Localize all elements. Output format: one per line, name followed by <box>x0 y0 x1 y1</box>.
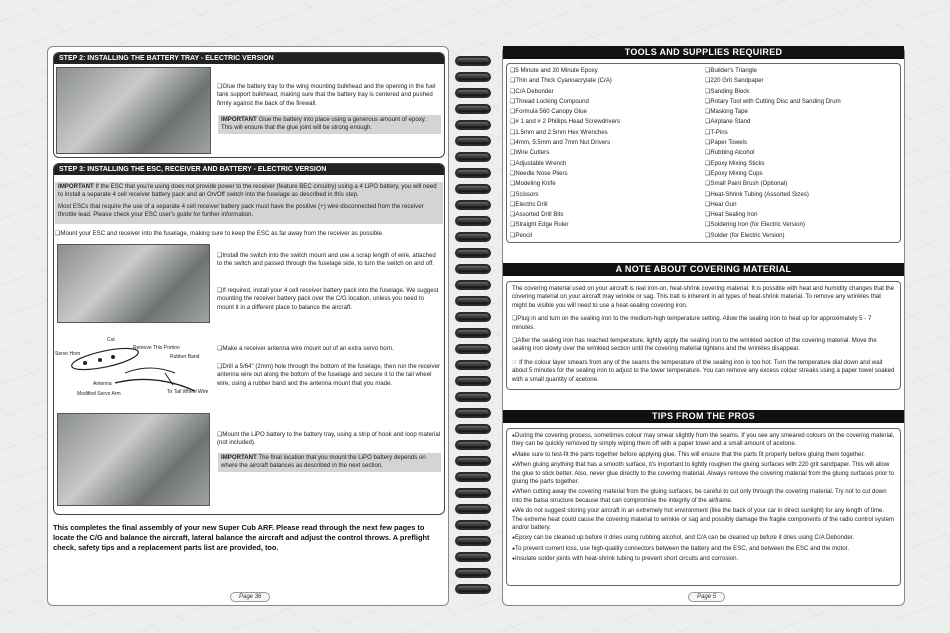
tool-item: ❑ Sanding Block <box>705 87 901 97</box>
tool-item: ❑ Epoxy Mixing Sticks <box>705 159 901 169</box>
step3-antenna-text: ❑ Make a receiver antenna wire mount out of an extra servo horn. <box>217 345 441 353</box>
tool-item: ❑ Rotary Tool with Cutting Disc and Sanding Drum <box>705 97 901 107</box>
tool-item: ❑ Builder's Triangle <box>705 66 901 76</box>
tip-item: ● Epoxy can be cleaned up before it dries using rubbing alcohol, and C/A can be cleaned up before it dries using C/A Debonder. <box>512 534 895 542</box>
left-page-number: Page 36 <box>230 592 270 602</box>
step3-important2: IMPORTANT The final location that you mount the LiPO battery depends on where the aircraft balances as described in the next section. <box>218 453 441 472</box>
step2-text: ❑ Glue the battery tray to the wing mounting bulkhead and the opening in the fuel tank support bulkhead, making sure that the battery tray is centered and pushed firmly against the back of the firewall. <box>217 83 441 108</box>
covering-header: A NOTE ABOUT COVERING MATERIAL <box>503 263 904 276</box>
step3-required-text: ❑ If required, install your 4 cell receiver battery pack into the fuselage. We suggest mounting the receiver battery pack over the C/G location, unless you need to mount it in a different place to balance the aircraft. <box>217 287 441 312</box>
tip-item: ● To prevent current loss, use high-quality connectors between the battery and the ESC, and between the ESC and the motor. <box>512 545 895 553</box>
tool-item: ❑ Small Paint Brush (Optional) <box>705 179 901 189</box>
tip-item: ● Insulate solder joints with heat-shrink tubing to prevent short circuits and corrosion. <box>512 555 895 563</box>
covering-box <box>506 281 901 390</box>
diagram-remove-label: Remove This Portion <box>133 345 180 351</box>
tool-item: ❑ # 1 and # 2 Phillips Head Screwdrivers <box>510 117 700 127</box>
step2-important: IMPORTANT Glue the battery into place using a generous amount of epoxy. This will ensure that the glue joint will be strong enough. <box>218 115 441 134</box>
tool-item: ❑ C/A Debonder <box>510 87 700 97</box>
covering-tip: ☞ If the colour layer smears from any of the seams the temperature of the sealing iron is too hot. Turn the temperature dial down and wait about 5 minutes for the sealing iron to adjust to the lower temperature. You can remove any excess colour streaks using a paper towel soaked with a small quantity of acetone. <box>512 358 895 383</box>
tool-item: ❑ Electric Drill <box>510 200 700 210</box>
step3-lipo-text: ❑ Mount the LiPO battery to the battery tray, using a strip of hook and loop material (not included). <box>217 431 441 448</box>
step3-important: IMPORTANT If the ESC that you're using does not provide power to the receiver (feature BEC circuitry) using a 4 LiPO battery, you will need to install a separate 4 cell receiver battery pack and an On/Off switch into the fuselage as described in this step. Most ESCs that require the use of a separate 4 cell receiver battery pack must have the positive (+) wire disconnected from the receiver throttle lead. Please check your ESC user's guide for further information. <box>55 182 443 224</box>
tool-item: ❑ Paper Towels <box>705 138 901 148</box>
tool-item: ❑ Formula 560 Canopy Glue <box>510 107 700 117</box>
tool-item: ❑ Needle Nose Pliers <box>510 169 700 179</box>
tools-column-1 <box>510 66 700 241</box>
diagram-rubber-label: Rubber Band <box>170 354 200 360</box>
tool-item: ❑ T-Pins <box>705 128 901 138</box>
tip-item: ● During the covering process, sometimes colour may smear slightly from the seams. If you see any smeared colours on the covering material, they can be quickly removed by simply wiping them off with a paper towel and a small amount of acetone. <box>512 432 895 449</box>
tool-item: ❑ Adjustable Wrench <box>510 159 700 169</box>
tool-item: ❑ Masking Tape <box>705 107 901 117</box>
tool-item: ❑ Pencil <box>510 231 700 241</box>
tool-item: ❑ Thread Locking Compound <box>510 97 700 107</box>
diagram-servo-label: Servo Horn <box>55 351 81 357</box>
tool-item: ❑ Soldering Iron (for Electric Version) <box>705 220 901 230</box>
step3-switch-text: ❑ Install the switch into the switch mount and use a scrap length of wire, attached to the switch and passed through the fuselage side, to turn the switch on and off. <box>217 252 441 269</box>
tool-item: ❑ 1.5mm and 2.5mm Hex Wrenches <box>510 128 700 138</box>
tool-item: ❑ Rubbing Alcohol <box>705 148 901 158</box>
tool-item: ❑ 220 Grit Sandpaper <box>705 76 901 86</box>
tips-header: TIPS FROM THE PROS <box>503 410 904 423</box>
tool-item: ❑ 4mm, 5.5mm and 7mm Nut Drivers <box>510 138 700 148</box>
tool-item: ❑ Heat Gun <box>705 200 901 210</box>
step3-drill-text: ❑ Drill a 5/64" (2mm) hole through the bottom of the fuselage, then run the receiver antenna wire out along the bottom of the fuselage and secure it to the tail wheel wire, using a rubber band and the antenna mount that you made. <box>217 363 441 388</box>
tool-item: ❑ Solder (for Electric Version) <box>705 231 901 241</box>
tip-item: ● When gluing anything that has a smooth surface, it's important to lightly roughen the gluing surfaces with 220 grit sandpaper. This will allow the glue to stick better. Also, never glue directly to the covering material. Always remove the covering material from the gluing surfaces prior to gluing the parts together. <box>512 461 895 486</box>
covering-intro: The covering material used on your aircraft is real iron-on, heat-shrink covering material. It is possible with heat and humidity changes that the covering material on your aircraft may wrinkle or sag. This trait is inherent in all types of heat-shrink material. To remove any wrinkles that might be visible you will need to use a heat-sealing covering iron. <box>512 285 895 309</box>
antenna-diagram <box>55 333 213 403</box>
tool-item: ❑ Modeling Knife <box>510 179 700 189</box>
diagram-antenna-label: Antenna <box>93 381 112 387</box>
tools-header: TOOLS AND SUPPLIES REQUIRED <box>503 46 904 59</box>
tool-item: ❑ Thin and Thick Cyanoacrylate (C/A) <box>510 76 700 86</box>
diagram-modified-label: Modified Servo Arm <box>77 391 121 397</box>
tools-column-2 <box>705 66 901 241</box>
tool-item: ❑ Wire Cutters <box>510 148 700 158</box>
tip-item: ● We do not suggest storing your aircraft in an extremely hot environment (like the back of your car in direct sunlight) for any length of time. The extreme heat could cause the covering material to wrinkle or sag and possibly damage the fragile components of the radio control system and/or battery. <box>512 507 895 532</box>
covering-step1: ❑ Plug in and turn on the sealing iron to the medium-high temperature setting. Allow the sealing iron to heat up for approximately 5 - 7 minutes. <box>512 315 895 332</box>
tip-item: ● When cutting away the covering material from the gluing surfaces, be careful to cut only through the covering material. Try not to cut down into the balsa structure because that can compromise the integrity of the airframe. <box>512 488 895 505</box>
tool-item: ❑ Straight Edge Ruler <box>510 220 700 230</box>
switch-photo <box>57 244 210 323</box>
tool-item: ❑ Heat-Shrink Tubing (Assorted Sizes) <box>705 190 901 200</box>
step3-header: STEP 3: INSTALLING THE ESC, RECEIVER AND BATTERY - ELECTRIC VERSION <box>54 164 444 175</box>
tip-item: ● Make sure to test-fit the parts together before applying glue. This will ensure that the parts fit properly before gluing them together. <box>512 451 895 459</box>
final-paragraph: This completes the final assembly of your new Super Cub ARF. Please read through the next few pages to locate the C/G and balance the aircraft, lateral balance the aircraft and adjust the control throws. A preflight check, safety tips and a replacement parts list are provided, too. <box>53 523 430 552</box>
tool-item: ❑ Assorted Drill Bits <box>510 210 700 220</box>
lipo-photo <box>57 413 210 506</box>
tool-item: ❑ Epoxy Mixing Cups <box>705 169 901 179</box>
tool-item: ❑ Airplane Stand <box>705 117 901 127</box>
diagram-tail-label: To Tail Wheel Wire <box>167 389 209 395</box>
step3-mount-text: ❑ Mount your ESC and receiver into the fuselage, making sure to keep the ESC as far away from the receiver as possible. <box>55 230 443 238</box>
right-page-number: Page 5 <box>688 592 725 602</box>
tool-item: ❑ Scissors <box>510 190 700 200</box>
tips-box <box>506 428 901 586</box>
step2-header: STEP 2: INSTALLING THE BATTERY TRAY - ELECTRIC VERSION <box>54 53 444 64</box>
battery-tray-photo <box>56 67 211 154</box>
tool-item: ❑ Heat Sealing Iron <box>705 210 901 220</box>
covering-step2: ❑ After the sealing iron has reached temperature, lightly apply the sealing iron to the wrinkled section of the covering material. Move the sealing iron slowly over the wrinkled section until the covering material tightens and the wrinkles disappear. <box>512 337 895 354</box>
diagram-cut-label: Cut <box>107 337 115 343</box>
pointing-hand-icon: ☞ <box>512 358 520 366</box>
tool-item: ❑ 5 Minute and 30 Minute Epoxy <box>510 66 700 76</box>
